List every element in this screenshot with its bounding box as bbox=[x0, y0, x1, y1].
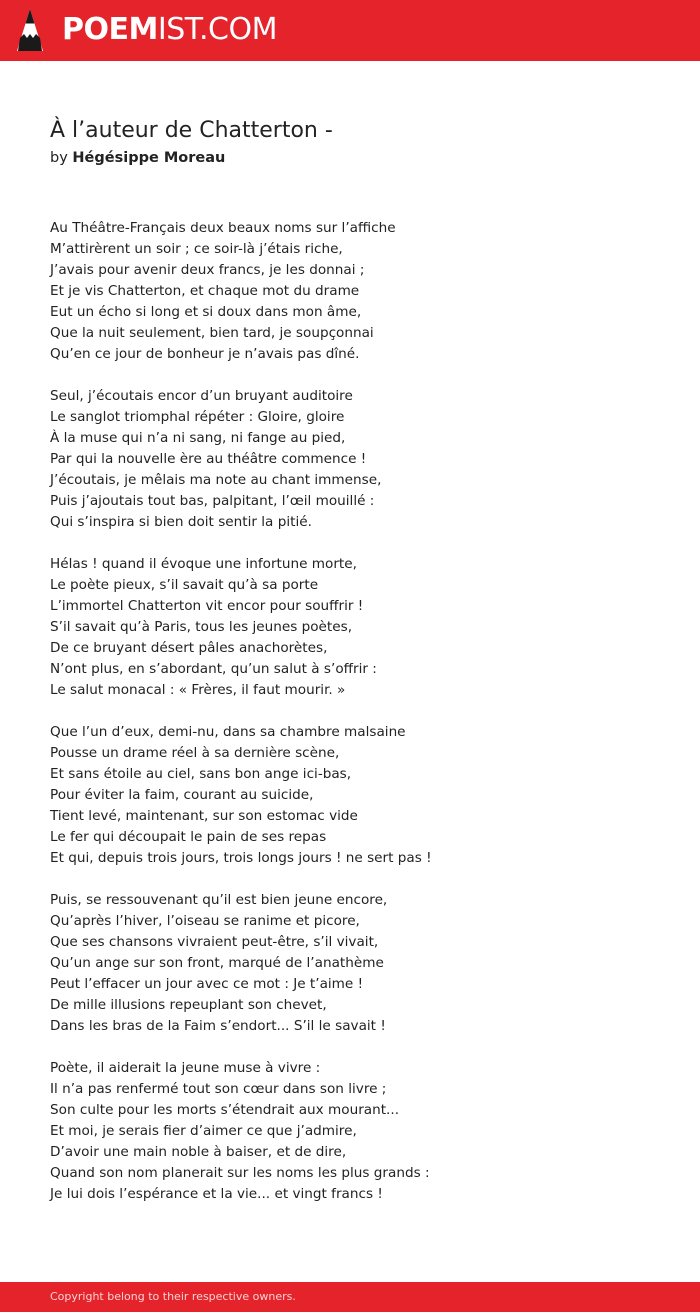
poem-line: S’il savait qu’à Paris, tous les jeunes poètes, bbox=[50, 619, 353, 635]
poem-line: Que ses chansons vivraient peut-être, s’il vivait, bbox=[50, 934, 379, 950]
stanza bbox=[50, 722, 670, 869]
poem-line: Qu’en ce jour de bonheur je n’avais pas dîné. bbox=[50, 346, 360, 362]
poem-line: N’ont plus, en s’abordant, qu’un salut à s’offrir : bbox=[50, 661, 377, 677]
poem-line: Seul, j’écoutais encor d’un bruyant auditoire bbox=[50, 388, 353, 404]
byline bbox=[50, 147, 660, 169]
poem-line: J’écoutais, je mêlais ma note au chant immense, bbox=[50, 472, 382, 488]
site-header bbox=[0, 0, 700, 61]
site-logo[interactable] bbox=[62, 12, 277, 48]
by-label: by bbox=[50, 150, 68, 166]
poem-title: À l’auteur de Chatterton - bbox=[50, 118, 333, 143]
poem-line: Je lui dois l’espérance et la vie... et vingt francs ! bbox=[50, 1186, 383, 1202]
stanza bbox=[50, 218, 670, 365]
poem-line: De mille illusions repeuplant son chevet, bbox=[50, 997, 327, 1013]
poem-line: De ce bruyant désert pâles anachorètes, bbox=[50, 640, 328, 656]
poem-line: À la muse qui n’a ni sang, ni fange au pied, bbox=[50, 430, 346, 446]
poem-line: Et sans étoile au ciel, sans bon ange ici-bas, bbox=[50, 766, 352, 782]
poem-line: Et moi, je serais fier d’aimer ce que j’admire, bbox=[50, 1123, 357, 1139]
stanza bbox=[50, 386, 670, 533]
poem-line: Qu’après l’hiver, l’oiseau se ranime et picore, bbox=[50, 913, 360, 929]
poem-line: Dans les bras de la Faim s’endort... S’il le savait ! bbox=[50, 1018, 386, 1034]
poem-line: Qu’un ange sur son front, marqué de l’anathème bbox=[50, 955, 384, 971]
poem-line: M’attirèrent un soir ; ce soir-là j’étais riche, bbox=[50, 241, 343, 257]
poem-line: Puis, se ressouvenant qu’il est bien jeune encore, bbox=[50, 892, 388, 908]
stanza bbox=[50, 554, 670, 701]
logo-light-text: IST.COM bbox=[157, 12, 277, 47]
poem-line: Et je vis Chatterton, et chaque mot du drame bbox=[50, 283, 360, 299]
poem-line: Le salut monacal : « Frères, il faut mourir. » bbox=[50, 682, 346, 698]
author-name: Hégésippe Moreau bbox=[72, 150, 226, 166]
poem-line: Que la nuit seulement, bien tard, je soupçonnai bbox=[50, 325, 374, 341]
poem-line: Tient levé, maintenant, sur son estomac vide bbox=[50, 808, 358, 824]
poem-line: Le sanglot triomphal répéter : Gloire, gloire bbox=[50, 409, 345, 425]
copyright-text: Copyright belong to their respective owners. bbox=[50, 1290, 296, 1303]
pencil-tip-icon[interactable] bbox=[17, 9, 43, 51]
poem-line: L’immortel Chatterton vit encor pour souffrir ! bbox=[50, 598, 364, 614]
poem-line: Le fer qui découpait le pain de ses repas bbox=[50, 829, 327, 845]
stanza bbox=[50, 1058, 670, 1205]
poem-line: Eut un écho si long et si doux dans mon âme, bbox=[50, 304, 362, 320]
poem-line: Hélas ! quand il évoque une infortune morte, bbox=[50, 556, 357, 572]
poem-line: Qui s’inspira si bien doit sentir la pitié. bbox=[50, 514, 312, 530]
poem-line: Et qui, depuis trois jours, trois longs jours ! ne sert pas ! bbox=[50, 850, 432, 866]
stanza bbox=[50, 890, 670, 1037]
poem-line: Pousse un drame réel à sa dernière scène, bbox=[50, 745, 340, 761]
poem-line: Son culte pour les morts s’étendrait aux mourant... bbox=[50, 1102, 400, 1118]
poem-line: Peut l’effacer un jour avec ce mot : Je t’aime ! bbox=[50, 976, 364, 992]
poem-line: Que l’un d’eux, demi-nu, dans sa chambre malsaine bbox=[50, 724, 406, 740]
poem-line: J’avais pour avenir deux francs, je les donnai ; bbox=[50, 262, 365, 278]
poem-line: D’avoir une main noble à baiser, et de dire, bbox=[50, 1144, 347, 1160]
poem-line: Le poète pieux, s’il savait qu’à sa porte bbox=[50, 577, 319, 593]
poem-header bbox=[50, 115, 660, 169]
poem-body bbox=[50, 218, 670, 1226]
poem-line: Puis j’ajoutais tout bas, palpitant, l’œil mouillé : bbox=[50, 493, 375, 509]
poem-line: Il n’a pas renfermé tout son cœur dans son livre ; bbox=[50, 1081, 387, 1097]
poem-line: Par qui la nouvelle ère au théâtre commence ! bbox=[50, 451, 367, 467]
site-footer bbox=[0, 1282, 700, 1312]
poem-line: Quand son nom planerait sur les noms les plus grands : bbox=[50, 1165, 430, 1181]
logo-bold-text: POEM bbox=[62, 12, 158, 47]
poem-line: Pour éviter la faim, courant au suicide, bbox=[50, 787, 314, 803]
poem-line: Au Théâtre-Français deux beaux noms sur l’affiche bbox=[50, 220, 396, 236]
poem-line: Poète, il aiderait la jeune muse à vivre : bbox=[50, 1060, 321, 1076]
